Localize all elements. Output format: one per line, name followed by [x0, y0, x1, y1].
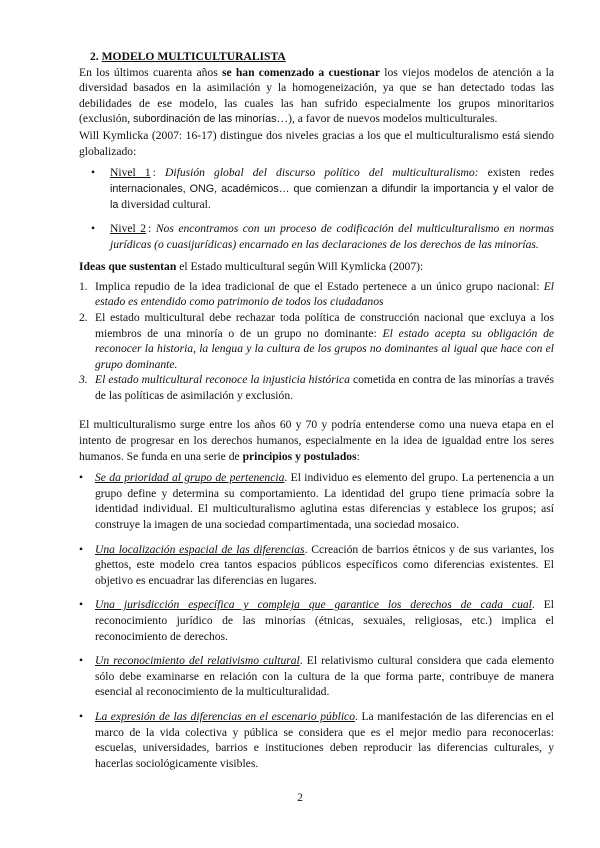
section-heading — [90, 49, 554, 65]
level-item-1 — [79, 165, 554, 214]
intro-text-1: En los últimos cuarenta años — [79, 65, 222, 79]
ideas-rest: el Estado multicultural según Will Kymlicka (2007): — [176, 260, 424, 274]
principle-item-1 — [79, 470, 554, 532]
multi-text-1: El multiculturalismo surge entre los años 60 y 70 y podría entenderse como una nueva etapa en el intento de progresar en los derechos humanos, especialmente en la idea de igualdad entre los seres humanos. Se funda en una serie de — [79, 418, 554, 463]
page-number: 2 — [297, 791, 303, 804]
kymlicka-paragraph: Will Kymlicka (2007: 16-17) distingue dos niveles gracias a los que el multiculturalismo está siendo globalizado: — [79, 128, 554, 158]
principle-title: Una localización espacial de las diferencias — [95, 542, 305, 556]
idea-item-1 — [79, 279, 554, 310]
principle-item-2 — [79, 542, 554, 589]
level-item-2 — [79, 221, 554, 252]
page-content — [79, 49, 554, 780]
section-title: MODELO MULTICULTURALISTA — [101, 50, 286, 63]
idea-italic: El estado acepta su obligación de reconocer la historia, la lengua y la cultura de los grupos no dominantes al igual que hace con el grupo dominante. — [95, 326, 555, 371]
bullet-icon: • — [79, 598, 84, 612]
multi-text-2: : — [356, 449, 360, 463]
principle-title: Se da prioridad al grupo de pertenencia — [95, 471, 285, 485]
bullet-icon: • — [79, 654, 84, 668]
idea-tail: cometida en contra de las minorías a través de las políticas de asimilación y exclusión. — [95, 373, 555, 402]
principle-text: . El reconocimiento jurídico de las minorías (étnicas, sexuales, religiosas, etc.) implica el reconocimiento de derechos. — [95, 598, 554, 643]
idea-item-2 — [79, 310, 554, 372]
principle-item-4 — [79, 653, 554, 700]
multi-bold: principios y postulados — [242, 449, 357, 463]
principle-text: . El relativismo cultural considera que cada elemento sólo debe examinarse en relación con la cultura de la que forma parte, contribuye de manera esencial al reconocimiento de la multiculturalidad. — [95, 654, 554, 699]
idea-number: 1. — [79, 279, 88, 293]
bullet-icon: • — [79, 471, 84, 485]
principle-title: La expresión de las diferencias en el escenario público — [95, 709, 355, 723]
level-colon: : — [148, 221, 152, 235]
bullet-icon: • — [79, 542, 84, 556]
intro-sans: subordinación de las minorías — [133, 113, 277, 126]
idea-text: Implica repudio de la idea tradicional de que el Estado pertenece a un único grupo nacional: — [95, 279, 544, 293]
idea-italic: El estado es entendido como patrimonio de todos los ciudadanos — [95, 279, 554, 309]
idea-item-3 — [79, 372, 554, 403]
intro-text-3: …), a favor de nuevos modelos multiculturales. — [276, 112, 498, 126]
idea-number: 3. — [79, 373, 88, 387]
level-label: Nivel 1 — [110, 166, 151, 180]
level-italic: Nos encontramos con un proceso de codificación del multiculturalismo en normas jurídicas (o cuasijurídicas) encarnado en las declaraciones de los derechos de las minorías. — [110, 221, 554, 251]
principles-list — [79, 470, 554, 771]
level-sans-text: internacionales, ONG, académicos… que comienzan a difundir la importancia y el valor de la — [110, 182, 554, 212]
principle-item-3 — [79, 597, 554, 644]
principle-title: Un reconocimiento del relativismo cultural — [95, 654, 300, 668]
levels-list — [79, 165, 554, 252]
level-colon: : — [152, 166, 156, 180]
ideas-paragraph — [79, 259, 554, 275]
level-text: existen redes — [478, 166, 554, 180]
principle-text: . Ccreación de barrios étnicos y de sus variantes, los ghettos, este modelo crea tantos espacios públicos específicos como diferencias existentes. El objetivo es encuadrar las diferencias en lugares. — [95, 542, 554, 587]
ideas-bold: Ideas que sustentan — [79, 260, 177, 274]
ideas-list — [79, 279, 554, 404]
idea-text: El estado multicultural debe rechazar toda política de construcción nacional que excluya a los miembros de una minoría o de un grupo no dominante: — [95, 310, 554, 340]
level-text-end: diversidad cultural. — [118, 198, 211, 212]
idea-italic: El estado multicultural reconoce la injusticia histórica — [95, 373, 350, 387]
level-italic: Difusión global del discurso político del multiculturalismo: — [165, 166, 479, 180]
idea-number: 2. — [79, 310, 88, 324]
section-number: 2. — [90, 50, 99, 63]
bullet-icon: • — [79, 709, 84, 723]
principle-text: . El individuo es elemento del grupo. La pertenencia a un grupo define y determina su comportamiento. La identidad del grupo tiene primacía sobre la identidad individual. El multiculturalismo aglutina estas diferencias y establece los grupos; así construye la imagen de una sociedad compartimentada, una sociedad mosaico. — [95, 471, 555, 532]
intro-paragraph — [79, 65, 554, 128]
principle-text: . La manifestación de las diferencias en el marco de la vida colectiva y pública se considera que es el mejor medio para reconocerlas: escuelas, universidades, barrios e instituciones deben reproducir las diferencias culturales, y hacerlas sociológicamente visibles. — [95, 709, 554, 770]
principle-item-5 — [79, 709, 554, 771]
level-label: Nivel 2 — [110, 221, 147, 235]
bullet-icon: • — [91, 166, 96, 180]
spacer — [79, 403, 554, 417]
principle-title: Una jurisdicción específica y compleja que garantice los derechos de cada cual — [95, 598, 532, 612]
intro-text-2: los viejos modelos de atención a la diversidad basados en la asimilación y la homogeneización, ya que se han detectado todas las debilidades de ese modelo, las cuales las han sufrido especialmente los grupos minoritarios (exclusión, — [79, 65, 554, 126]
intro-bold: se han comenzado a cuestionar — [221, 65, 380, 79]
bullet-icon: • — [91, 221, 96, 235]
multiculturalism-paragraph — [79, 417, 554, 464]
